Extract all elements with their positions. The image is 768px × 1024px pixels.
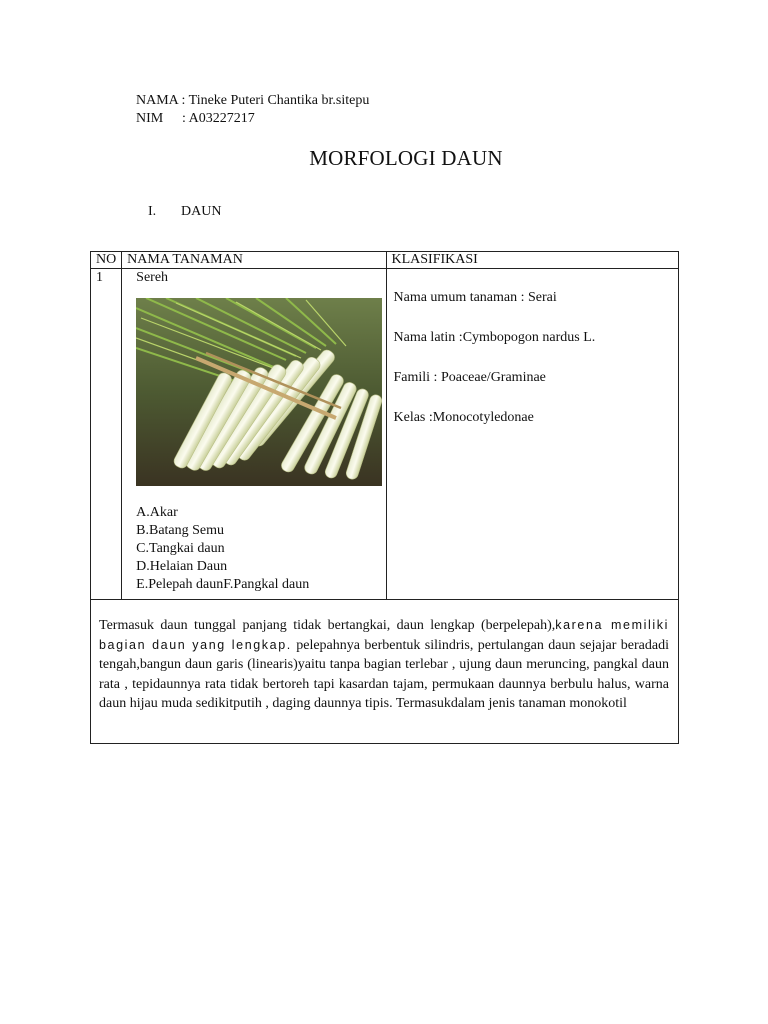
header-plant-name: NAMA TANAMAN [122,252,386,269]
lemongrass-photo [136,298,382,486]
common-name: Nama umum tanaman : Serai [393,290,557,305]
nim-value: : A03227217 [182,111,255,126]
header-no: NO [91,252,122,269]
row-plant-cell [122,269,386,600]
list-item: C.Tangkai daun [136,541,225,556]
row-number: 1 [96,270,103,285]
plant-parts-list [136,504,385,594]
nim-label: NIM [136,111,164,126]
row-no-cell [91,269,122,600]
section-number: I. [148,204,157,219]
section-label: DAUN [181,204,222,219]
table-row [91,269,679,600]
list-item: D.Helaian Daun [136,559,228,574]
family: Famili : Poaceae/Graminae [393,370,546,385]
class: Kelas :Monocotyledonae [393,410,534,425]
morphology-table [90,251,679,744]
student-nim [136,110,255,128]
description-text [99,616,669,714]
row-classification-cell [386,269,679,600]
list-item: E.Pelepah daunF.Pangkal daun [136,577,310,592]
header-classification: KLASIFIKASI [386,252,679,269]
classification-list [394,289,679,449]
description-part-3: pelepahnya berbentuk silindris, pertulangan daun sejajar beradadi tengah,bangun daun garis (linearis)yaitu tanpa bagian terlebar , ujung daun meruncing, pangkal daun rata , tepidaunnya rata tidak bertoreh tapi kasardan tajam, permukaan daunnya berbulu halus, warna daun hijau muda sedikitputih , daging daunnya tipis. Termasukdalam jenis tanaman monokotil [99,637,669,711]
page-title: MORFOLOGI DAUN [309,146,503,170]
section-heading [148,204,221,220]
list-item: B.Batang Semu [136,523,225,538]
description-part-1: Termasuk daun tunggal panjang tidak bertangkai, daun lengkap (berpelepah), [99,618,556,633]
description-row [91,600,679,744]
student-name: NAMA : Tineke Puteri Chantika br.sitepu [136,93,370,108]
description-part-2: karena memiliki bagian daun yang lengkap. [99,618,669,652]
latin-name: Nama latin :Cymbopogon nardus L. [393,330,596,345]
plant-name: Sereh [136,270,169,285]
table-header-row [91,252,679,269]
description-cell [91,600,679,744]
list-item: A.Akar [136,505,178,520]
